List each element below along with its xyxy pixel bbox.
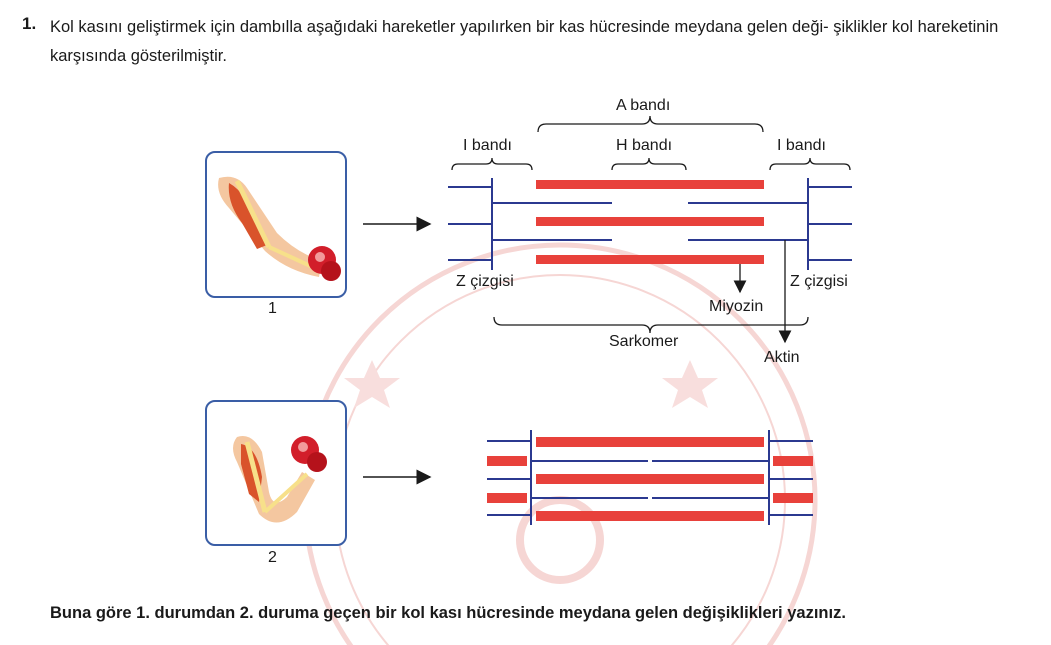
i-band-left-brace (452, 158, 532, 170)
panel-2-label: 2 (268, 549, 277, 566)
i-band-right-brace (770, 158, 850, 170)
i-band-left-label: I bandı (463, 137, 512, 154)
h-band-label: H bandı (616, 137, 673, 154)
contracted-sarcomere (487, 430, 813, 525)
a-band-label: A bandı (616, 97, 671, 114)
myosin-filament (536, 180, 764, 189)
z-line-left-label: Z çizgisi (456, 273, 514, 290)
myosin-label: Miyozin (709, 298, 764, 315)
actin-label: Aktin (764, 349, 800, 366)
myosin-filament (536, 255, 764, 264)
question-number: 1. (22, 14, 37, 33)
question-prompt: Buna göre 1. durumdan 2. duruma geçen bir kol kası hücresinde meydana gelen değişiklikleri yazınız. (50, 604, 846, 622)
a-band-brace (538, 116, 763, 132)
i-band-right-label: I bandı (777, 137, 826, 154)
question-text: Kol kasını geliştirmek için dambılla aşağıdaki hareketler yapılırken bir kas hücresinde meydana gelen deği- şiklikler kol hareketinin karşısında gösterilmiştir. (50, 18, 999, 65)
myosin-filament (536, 217, 764, 226)
h-band-brace (612, 158, 686, 170)
sarcomere-label: Sarkomer (609, 333, 679, 350)
relaxed-sarcomere (448, 178, 852, 270)
z-line-right-label: Z çizgisi (790, 273, 848, 290)
panel-1-label: 1 (268, 300, 277, 317)
sarcomere-brace (494, 317, 808, 333)
